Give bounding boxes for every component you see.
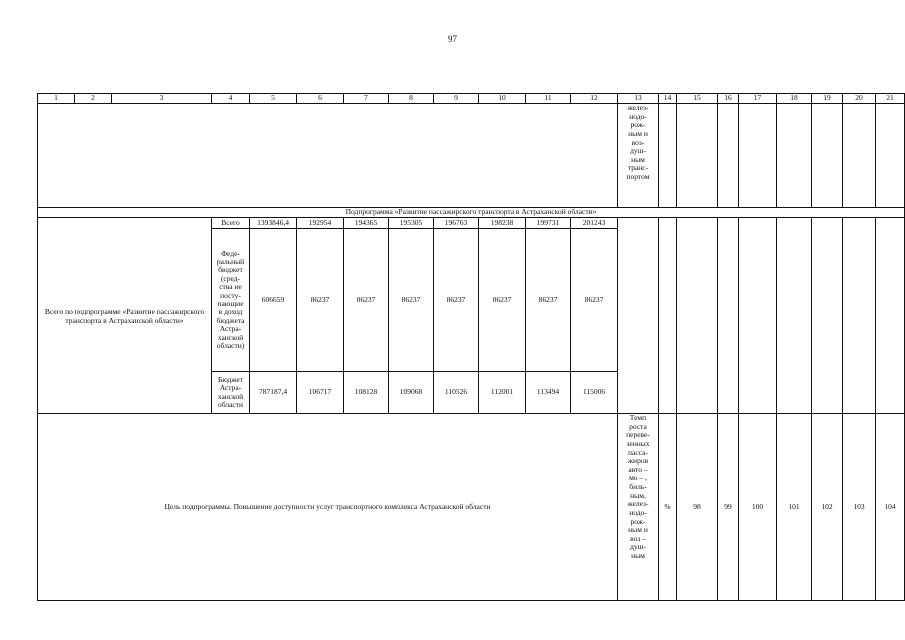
header-cell: 2 <box>75 94 112 104</box>
value-cell: 1393846,4 <box>250 218 297 229</box>
header-cell: 12 <box>571 94 618 104</box>
header-cell: 13 <box>618 94 659 104</box>
header-cell: 17 <box>739 94 777 104</box>
header-cell: 19 <box>812 94 843 104</box>
goal-value: 100 <box>739 414 777 601</box>
value-cell: 196763 <box>434 218 479 229</box>
value-cell: 86237 <box>389 229 434 372</box>
header-cell: 9 <box>434 94 479 104</box>
value-cell: 606659 <box>250 229 297 372</box>
header-cell: 11 <box>526 94 571 104</box>
header-cell: 10 <box>479 94 526 104</box>
subprogram-total-label: Всего по подпрограмме «Развитие пассажирского транспорта в Астраханской области» <box>38 218 212 414</box>
funding-source: Всего <box>212 218 250 229</box>
value-cell: 787187,4 <box>250 372 297 414</box>
value-cell: 86237 <box>526 229 571 372</box>
header-cell: 21 <box>876 94 905 104</box>
value-cell: 110526 <box>434 372 479 414</box>
value-cell: 198238 <box>479 218 526 229</box>
continuation-indicator: желез- нодо- рож- ным и воз- душ- ным транс- портом <box>618 104 659 208</box>
header-cell: 7 <box>344 94 389 104</box>
value-cell: 113494 <box>526 372 571 414</box>
value-cell: 109068 <box>389 372 434 414</box>
goal-value: 99 <box>718 414 739 601</box>
empty-cell <box>812 218 843 414</box>
goal-value: 103 <box>843 414 876 601</box>
value-cell: 115006 <box>571 372 618 414</box>
header-cell: 14 <box>659 94 677 104</box>
empty-cell <box>876 104 905 208</box>
header-cell: 3 <box>112 94 212 104</box>
subprogram-title-row <box>38 208 905 218</box>
empty-cell <box>739 104 777 208</box>
empty-cell <box>777 104 812 208</box>
page-number: 97 <box>448 34 457 44</box>
header-cell: 6 <box>297 94 344 104</box>
value-cell: 86237 <box>479 229 526 372</box>
header-cell: 1 <box>38 94 75 104</box>
empty-cell <box>659 218 677 414</box>
empty-cell <box>718 104 739 208</box>
empty-cell <box>677 104 718 208</box>
header-cell: 8 <box>389 94 434 104</box>
header-row <box>38 94 905 104</box>
header-cell: 4 <box>212 94 250 104</box>
funding-row-total <box>38 218 905 229</box>
header-cell: 20 <box>843 94 876 104</box>
value-cell: 201243 <box>571 218 618 229</box>
budget-table <box>37 93 905 601</box>
value-cell: 86237 <box>344 229 389 372</box>
header-cell: 15 <box>677 94 718 104</box>
value-cell: 194365 <box>344 218 389 229</box>
funding-source: Бюджет Астра- ханской области <box>212 372 250 414</box>
goal-value: 101 <box>777 414 812 601</box>
empty-cell <box>718 218 739 414</box>
empty-cell <box>843 104 876 208</box>
continuation-empty <box>38 104 618 208</box>
funding-source: Феде- ральный бюджет (сред- ства не посту- пающие в доход бюджета Астра- ханской области) <box>212 229 250 372</box>
value-cell: 195305 <box>389 218 434 229</box>
goal-unit: % <box>659 414 677 601</box>
value-cell: 112001 <box>479 372 526 414</box>
goal-value: 98 <box>677 414 718 601</box>
header-cell: 18 <box>777 94 812 104</box>
goal-row <box>38 414 905 601</box>
header-cell: 5 <box>250 94 297 104</box>
value-cell: 108128 <box>344 372 389 414</box>
empty-cell <box>618 218 659 414</box>
value-cell: 86237 <box>297 229 344 372</box>
empty-cell <box>777 218 812 414</box>
empty-cell <box>677 218 718 414</box>
empty-cell <box>739 218 777 414</box>
empty-cell <box>659 104 677 208</box>
subprogram-title: Подпрограмма «Развитие пассажирского транспорта в Астраханской области» <box>38 208 905 218</box>
value-cell: 199731 <box>526 218 571 229</box>
goal-indicator: Темп роста перeве- зенных пасса- жиров авто – мо – , биль- ным, желез- нодо- рож- ным и воз – душ- ным <box>618 414 659 601</box>
value-cell: 192954 <box>297 218 344 229</box>
value-cell: 86237 <box>571 229 618 372</box>
goal-value: 104 <box>876 414 905 601</box>
empty-cell <box>843 218 876 414</box>
empty-cell <box>812 104 843 208</box>
value-cell: 86237 <box>434 229 479 372</box>
value-cell: 106717 <box>297 372 344 414</box>
header-cell: 16 <box>718 94 739 104</box>
continuation-row <box>38 104 905 208</box>
goal-text: Цель подпрограммы. Повышение доступности услуг транспортного комплекса Астраханской области <box>38 414 618 601</box>
empty-cell <box>876 218 905 414</box>
goal-value: 102 <box>812 414 843 601</box>
